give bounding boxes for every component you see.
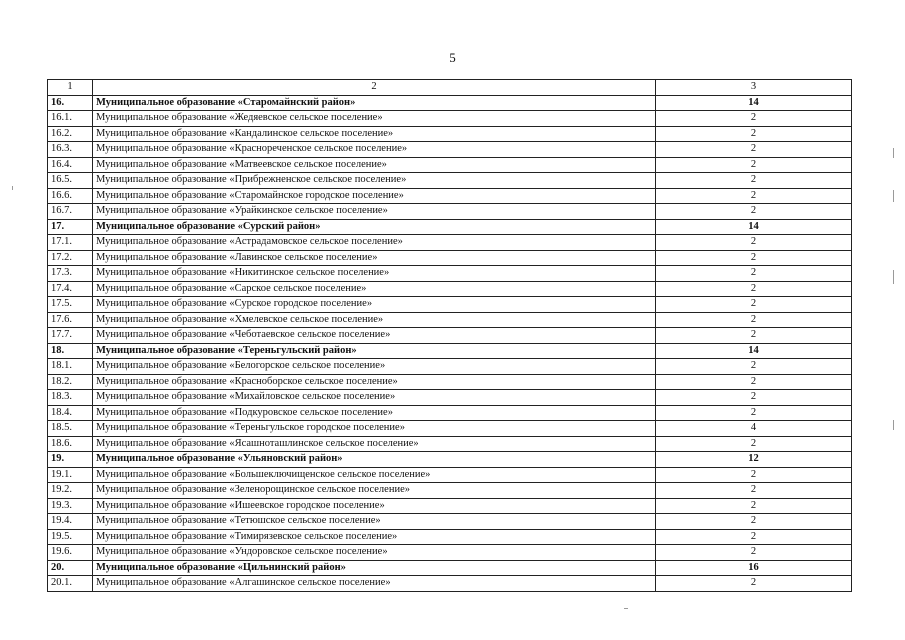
- row-value-cell: 2: [656, 328, 852, 344]
- row-value-cell: 14: [656, 219, 852, 235]
- row-number-cell: 18.6.: [48, 436, 93, 452]
- row-number-cell: 19.1.: [48, 467, 93, 483]
- row-name-cell: Муниципальное образование «Красноборское сельское поселение»: [93, 374, 656, 390]
- row-value-cell: 2: [656, 157, 852, 173]
- row-name-cell: Муниципальное образование «Ишеевское городское поселение»: [93, 498, 656, 514]
- row-value-cell: 16: [656, 560, 852, 576]
- row-number-cell: 17.1.: [48, 235, 93, 251]
- row-name-cell: Муниципальное образование «Ульяновский район»: [93, 452, 656, 468]
- row-name-cell: Муниципальное образование «Белогорское сельское поселение»: [93, 359, 656, 375]
- row-number-cell: 16.6.: [48, 188, 93, 204]
- row-number-cell: 17.6.: [48, 312, 93, 328]
- row-number-cell: 18.2.: [48, 374, 93, 390]
- row-number-cell: 18.: [48, 343, 93, 359]
- settlement-row: [48, 467, 852, 483]
- row-name-cell: Муниципальное образование «Михайловское сельское поселение»: [93, 390, 656, 406]
- row-value-cell: 2: [656, 576, 852, 592]
- row-number-cell: 16.2.: [48, 126, 93, 142]
- settlement-row: [48, 359, 852, 375]
- row-name-cell: Муниципальное образование «Старомайнское городское поселение»: [93, 188, 656, 204]
- row-name-cell: Муниципальное образование «Хмелевское сельское поселение»: [93, 312, 656, 328]
- row-name-cell: Муниципальное образование «Жедяевское сельское поселение»: [93, 111, 656, 127]
- district-row: [48, 343, 852, 359]
- row-number-cell: 19.6.: [48, 545, 93, 561]
- settlement-row: [48, 235, 852, 251]
- row-value-cell: 2: [656, 545, 852, 561]
- row-name-cell: Муниципальное образование «Сурский район»: [93, 219, 656, 235]
- settlement-row: [48, 514, 852, 530]
- settlement-row: [48, 297, 852, 313]
- row-value-cell: 2: [656, 142, 852, 158]
- row-number-cell: 19.: [48, 452, 93, 468]
- settlement-row: [48, 421, 852, 437]
- district-row: [48, 95, 852, 111]
- row-value-cell: 4: [656, 421, 852, 437]
- row-number-cell: 16.7.: [48, 204, 93, 220]
- row-name-cell: Муниципальное образование «Старомайнский район»: [93, 95, 656, 111]
- row-number-cell: 16.3.: [48, 142, 93, 158]
- settlement-row: [48, 204, 852, 220]
- row-number-cell: 17.: [48, 219, 93, 235]
- row-number-cell: 19.3.: [48, 498, 93, 514]
- settlement-row: [48, 312, 852, 328]
- settlement-row: [48, 483, 852, 499]
- row-name-cell: Муниципальное образование «Ясашноташлинское сельское поселение»: [93, 436, 656, 452]
- settlement-row: [48, 436, 852, 452]
- row-name-cell: Муниципальное образование «Урайкинское сельское поселение»: [93, 204, 656, 220]
- row-number-cell: 16.1.: [48, 111, 93, 127]
- row-value-cell: 2: [656, 514, 852, 530]
- row-name-cell: Муниципальное образование «Цильнинский район»: [93, 560, 656, 576]
- municipal-table: [47, 79, 852, 592]
- district-row: [48, 219, 852, 235]
- row-name-cell: Муниципальное образование «Тереньгульское городское поселение»: [93, 421, 656, 437]
- row-name-cell: Муниципальное образование «Сурское городское поселение»: [93, 297, 656, 313]
- table-body: [48, 80, 852, 592]
- row-value-cell: 12: [656, 452, 852, 468]
- settlement-row: [48, 374, 852, 390]
- row-name-cell: Муниципальное образование «Алгашинское сельское поселение»: [93, 576, 656, 592]
- row-value-cell: 2: [656, 529, 852, 545]
- row-value-cell: 2: [656, 390, 852, 406]
- row-value-cell: 14: [656, 343, 852, 359]
- district-row: [48, 560, 852, 576]
- settlement-row: [48, 576, 852, 592]
- settlement-row: [48, 173, 852, 189]
- row-number-cell: 19.5.: [48, 529, 93, 545]
- settlement-row: [48, 545, 852, 561]
- row-name-cell: Муниципальное образование «Подкуровское сельское поселение»: [93, 405, 656, 421]
- settlement-row: [48, 281, 852, 297]
- row-name-cell: Муниципальное образование «Сарское сельское поселение»: [93, 281, 656, 297]
- row-number-cell: 17.2.: [48, 250, 93, 266]
- header-cell-name: 2: [93, 80, 656, 96]
- row-number-cell: 18.3.: [48, 390, 93, 406]
- settlement-row: [48, 157, 852, 173]
- scan-mark: [12, 186, 13, 190]
- settlement-row: [48, 405, 852, 421]
- row-value-cell: 2: [656, 188, 852, 204]
- row-value-cell: 2: [656, 250, 852, 266]
- row-name-cell: Муниципальное образование «Прибрежненское сельское поселение»: [93, 173, 656, 189]
- row-name-cell: Муниципальное образование «Матвеевское сельское поселение»: [93, 157, 656, 173]
- settlement-row: [48, 266, 852, 282]
- row-number-cell: 18.1.: [48, 359, 93, 375]
- row-name-cell: Муниципальное образование «Тетюшское сельское поселение»: [93, 514, 656, 530]
- settlement-row: [48, 188, 852, 204]
- row-value-cell: 2: [656, 405, 852, 421]
- row-number-cell: 17.5.: [48, 297, 93, 313]
- row-name-cell: Муниципальное образование «Тимирязевское сельское поселение»: [93, 529, 656, 545]
- scan-mark: [893, 190, 894, 202]
- row-value-cell: 2: [656, 111, 852, 127]
- row-name-cell: Муниципальное образование «Чеботаевское сельское поселение»: [93, 328, 656, 344]
- row-number-cell: 20.1.: [48, 576, 93, 592]
- row-value-cell: 2: [656, 235, 852, 251]
- row-number-cell: 20.: [48, 560, 93, 576]
- row-name-cell: Муниципальное образование «Лавинское сельское поселение»: [93, 250, 656, 266]
- row-value-cell: 2: [656, 204, 852, 220]
- row-value-cell: 2: [656, 312, 852, 328]
- row-name-cell: Муниципальное образование «Ундоровское сельское поселение»: [93, 545, 656, 561]
- settlement-row: [48, 529, 852, 545]
- district-row: [48, 452, 852, 468]
- row-number-cell: 19.2.: [48, 483, 93, 499]
- settlement-row: [48, 390, 852, 406]
- settlement-row: [48, 111, 852, 127]
- settlement-row: [48, 498, 852, 514]
- header-cell-value: 3: [656, 80, 852, 96]
- settlement-row: [48, 250, 852, 266]
- table-header-row: [48, 80, 852, 96]
- scan-mark: [893, 420, 894, 430]
- row-value-cell: 2: [656, 126, 852, 142]
- settlement-row: [48, 142, 852, 158]
- row-name-cell: Муниципальное образование «Астрадамовское сельское поселение»: [93, 235, 656, 251]
- row-number-cell: 18.4.: [48, 405, 93, 421]
- row-name-cell: Муниципальное образование «Зеленорощинское сельское поселение»: [93, 483, 656, 499]
- settlement-row: [48, 126, 852, 142]
- row-value-cell: 2: [656, 297, 852, 313]
- row-value-cell: 2: [656, 436, 852, 452]
- row-name-cell: Муниципальное образование «Кандалинское сельское поселение»: [93, 126, 656, 142]
- row-value-cell: 2: [656, 374, 852, 390]
- page-number: 5: [449, 50, 456, 65]
- row-number-cell: 18.5.: [48, 421, 93, 437]
- row-value-cell: 2: [656, 173, 852, 189]
- scan-mark: [893, 270, 894, 284]
- row-value-cell: 2: [656, 266, 852, 282]
- row-name-cell: Муниципальное образование «Никитинское сельское поселение»: [93, 266, 656, 282]
- row-number-cell: 17.3.: [48, 266, 93, 282]
- row-value-cell: 2: [656, 483, 852, 499]
- settlement-row: [48, 328, 852, 344]
- row-value-cell: 2: [656, 467, 852, 483]
- row-name-cell: Муниципальное образование «Краснореченское сельское поселение»: [93, 142, 656, 158]
- row-number-cell: 17.4.: [48, 281, 93, 297]
- row-value-cell: 2: [656, 281, 852, 297]
- row-name-cell: Муниципальное образование «Большеключищенское сельское поселение»: [93, 467, 656, 483]
- row-number-cell: 16.: [48, 95, 93, 111]
- row-number-cell: 16.4.: [48, 157, 93, 173]
- row-number-cell: 16.5.: [48, 173, 93, 189]
- scan-mark: [893, 148, 894, 158]
- header-cell-number: 1: [48, 80, 93, 96]
- row-name-cell: Муниципальное образование «Тереньгульский район»: [93, 343, 656, 359]
- row-number-cell: 19.4.: [48, 514, 93, 530]
- row-number-cell: 17.7.: [48, 328, 93, 344]
- scan-mark: [624, 608, 628, 609]
- row-value-cell: 14: [656, 95, 852, 111]
- row-value-cell: 2: [656, 359, 852, 375]
- row-value-cell: 2: [656, 498, 852, 514]
